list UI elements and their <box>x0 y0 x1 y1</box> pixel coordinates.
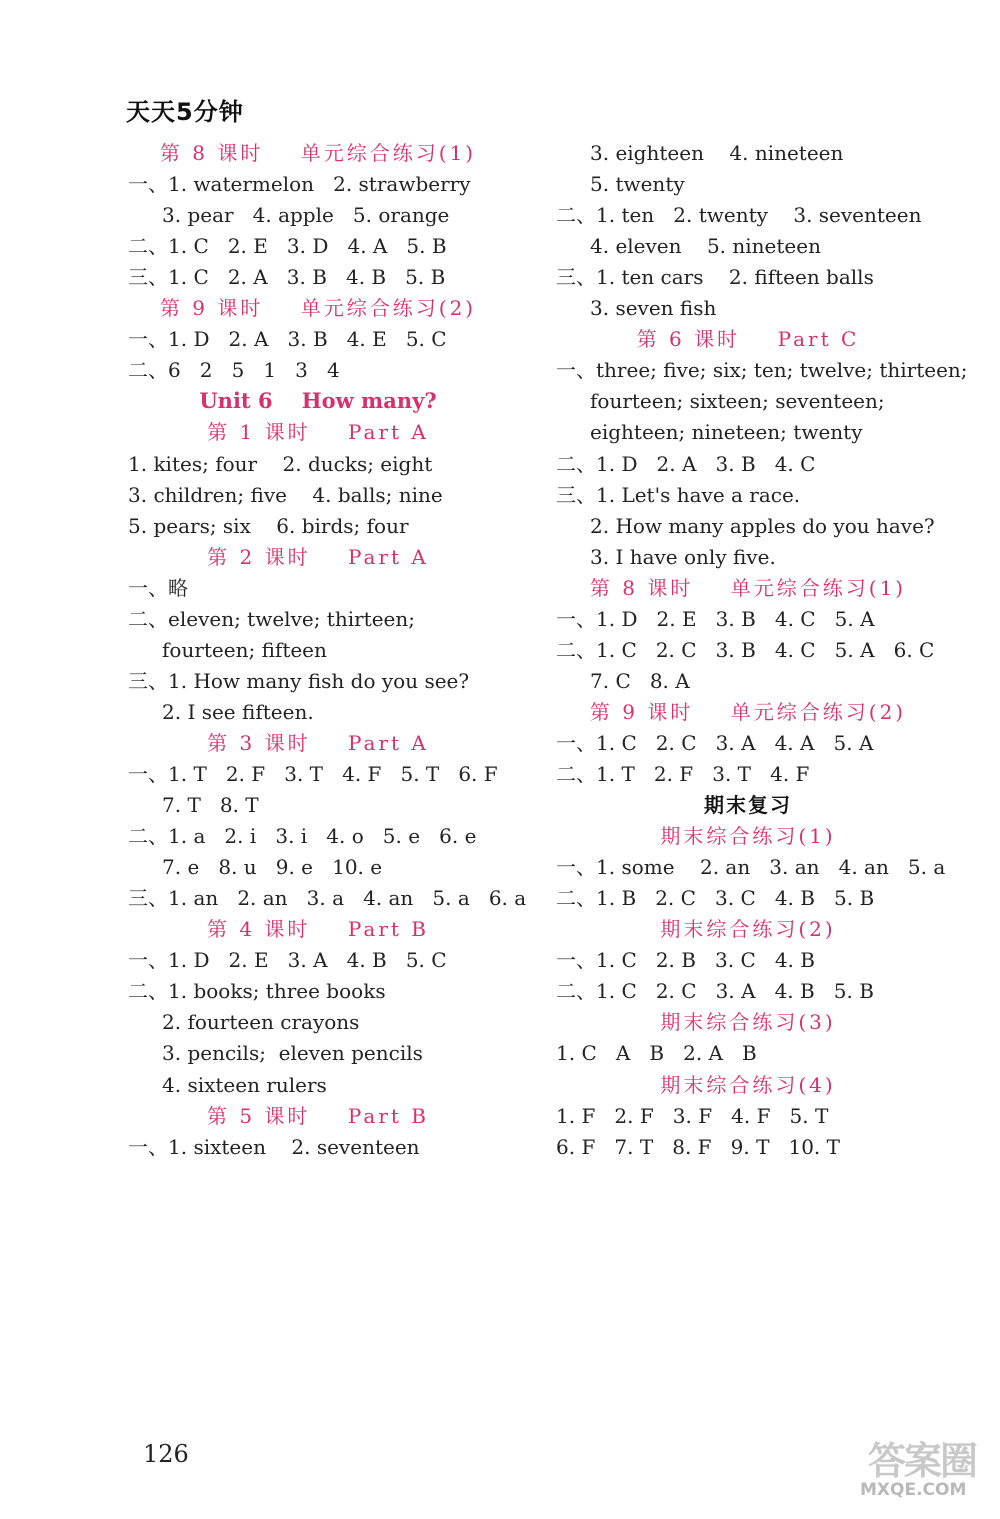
answer-line: 一、1. watermelon 2. strawberry <box>128 172 471 197</box>
answer-line: 2. I see fifteen. <box>162 699 314 724</box>
answer-line: 一、1. D 2. A 3. B 4. E 5. C <box>128 327 447 352</box>
section-heading: 期末综合练习(4) <box>660 1072 836 1097</box>
answer-line: 3. I have only five. <box>590 544 776 569</box>
answer-line: 3. pear 4. apple 5. orange <box>162 203 450 228</box>
section-heading: 第 3 课时 Part A <box>207 730 429 755</box>
answer-line: 一、1. some 2. an 3. an 4. an 5. a <box>556 855 946 880</box>
answer-line: fourteen; fifteen <box>162 637 327 662</box>
answer-line: 1. C A B 2. A B <box>556 1041 757 1066</box>
section-heading: 期末综合练习(3) <box>660 1010 836 1035</box>
section-heading: 第 9 课时 单元综合练习(2) <box>589 699 907 724</box>
watermark-logo-text: 答案圈 <box>868 1439 977 1483</box>
section-heading: 第 8 课时 单元综合练习(1) <box>159 141 477 165</box>
section-heading: 期末综合练习(1) <box>660 824 836 849</box>
answer-line: 5. pears; six 6. birds; four <box>128 513 409 538</box>
answer-line: 一、three; five; six; ten; twelve; thirteen; <box>556 358 968 383</box>
section-heading: 第 9 课时 单元综合练习(2) <box>159 296 477 321</box>
answer-line: 二、eleven; twelve; thirteen; <box>128 606 416 631</box>
answer-line: 三、1. How many fish do you see? <box>128 668 470 693</box>
answer-line: 7. T 8. T <box>162 793 259 818</box>
answer-line: 3. eighteen 4. nineteen <box>590 141 844 165</box>
section-heading: 第 8 课时 单元综合练习(1) <box>589 575 907 600</box>
section-heading: 第 4 课时 Part B <box>206 917 430 942</box>
answer-line: 7. C 8. A <box>590 668 690 693</box>
answer-line: 7. e 8. u 9. e 10. e <box>162 855 383 880</box>
answer-line: 6. F 7. T 8. F 9. T 10. T <box>556 1134 840 1159</box>
answer-line: 4. sixteen rulers <box>162 1072 327 1097</box>
answer-line: 一、1. T 2. F 3. T 4. F 5. T 6. F <box>128 762 498 786</box>
section-heading: 第 5 课时 Part B <box>206 1103 430 1128</box>
answer-line: 二、1. ten 2. twenty 3. seventeen <box>556 203 922 228</box>
answer-line: 一、略 <box>128 575 188 600</box>
book-title: 天天5分钟 <box>126 98 244 126</box>
answer-line: 二、1. C 2. C 3. B 4. C 5. A 6. C <box>556 637 935 662</box>
section-heading: 第 6 课时 Part C <box>636 327 860 352</box>
answer-line: 三、1. an 2. an 3. a 4. an 5. a 6. a <box>128 886 527 911</box>
answer-line: 二、1. books; three books <box>128 979 386 1004</box>
answer-line: 3. pencils; eleven pencils <box>162 1041 423 1066</box>
answer-line: 二、1. C 2. C 3. A 4. B 5. B <box>556 979 874 1004</box>
answer-line: 3. children; five 4. balls; nine <box>128 482 443 507</box>
answer-line: eighteen; nineteen; twenty <box>590 420 863 445</box>
answer-line: 二、1. D 2. A 3. B 4. C <box>556 451 816 476</box>
answer-line: 一、1. C 2. B 3. C 4. B <box>556 948 815 973</box>
answer-line: 二、1. T 2. F 3. T 4. F <box>556 762 810 786</box>
answer-line: 3. seven fish <box>590 296 717 321</box>
answer-line: 2. How many apples do you have? <box>590 513 935 538</box>
section-heading: 第 1 课时 Part A <box>207 420 429 445</box>
answer-line: 一、1. D 2. E 3. A 4. B 5. C <box>128 948 447 973</box>
answer-line: 二、6 2 5 1 3 4 <box>128 358 340 383</box>
answer-line: 三、1. Let's have a race. <box>556 482 801 507</box>
section-heading: 第 2 课时 Part A <box>207 544 429 569</box>
answer-line: 5. twenty <box>590 172 685 197</box>
answer-line: 1. F 2. F 3. F 4. F 5. T <box>556 1103 829 1128</box>
answer-line: fourteen; sixteen; seventeen; <box>590 389 885 414</box>
answer-line: 一、1. sixteen 2. seventeen <box>128 1134 420 1159</box>
answer-line: 1. kites; four 2. ducks; eight <box>128 451 433 476</box>
answer-line: 2. fourteen crayons <box>162 1010 360 1035</box>
watermark-logo <box>860 1430 995 1515</box>
answer-line: 三、1. C 2. A 3. B 4. B 5. B <box>128 265 446 290</box>
page-number: 126 <box>143 1440 189 1468</box>
answer-line: 二、1. C 2. E 3. D 4. A 5. B <box>128 234 447 259</box>
section-heading: 期末综合练习(2) <box>660 917 836 942</box>
review-heading: 期末复习 <box>704 793 792 818</box>
watermark-url: MXQE.COM <box>860 1480 967 1500</box>
answer-line: 4. eleven 5. nineteen <box>590 234 821 259</box>
answer-line: 一、1. D 2. E 3. B 4. C 5. A <box>556 606 875 631</box>
unit-heading: Unit 6 How many? <box>199 388 437 414</box>
answer-line: 二、1. B 2. C 3. C 4. B 5. B <box>556 886 875 911</box>
answer-line: 二、1. a 2. i 3. i 4. o 5. e 6. e <box>128 824 477 849</box>
answer-line: 一、1. C 2. C 3. A 4. A 5. A <box>556 730 874 755</box>
answer-line: 三、1. ten cars 2. fifteen balls <box>556 265 874 290</box>
